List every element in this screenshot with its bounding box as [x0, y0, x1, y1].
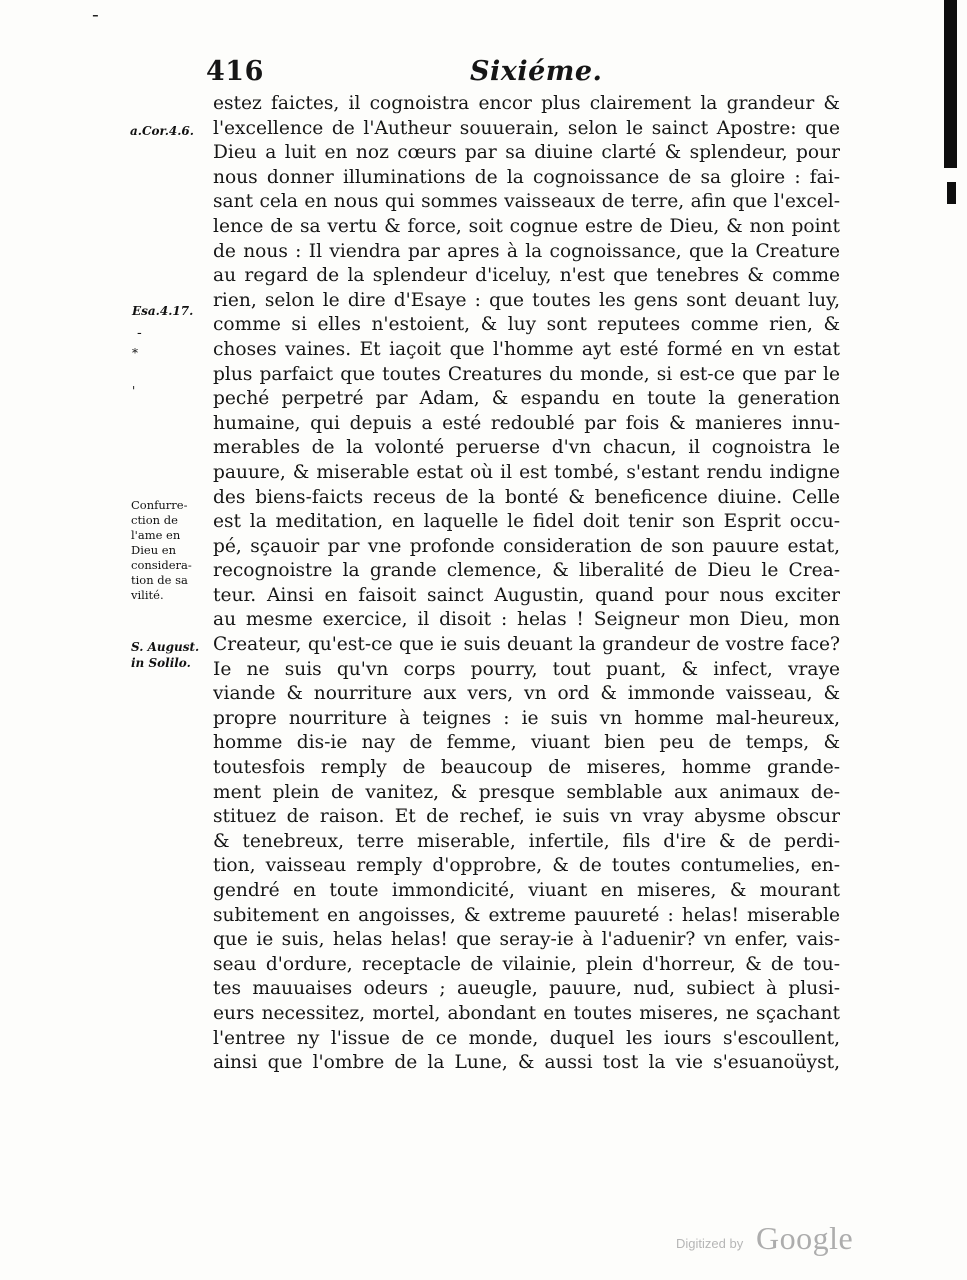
text-line: de nous : Il viendra par apres à la cognoissance, que la Creature	[213, 240, 840, 262]
text-line: au mesme exercice, il disoit : helas ! Seigneur mon Dieu, mon	[213, 609, 840, 631]
page-header	[198, 56, 848, 96]
text-line: seau d'ordure, receptacle de vilainie, plein d'horreur, & de tou-	[213, 953, 840, 975]
digitized-by-google-watermark	[676, 1220, 876, 1260]
page-number: 416	[206, 56, 264, 87]
stray-mark: -	[92, 2, 99, 26]
text-line: comme si elles n'estoient, & luy sont reputees comme rien, &	[213, 314, 840, 336]
margin-reference: Esa.4.17.	[132, 304, 194, 318]
text-line: est la meditation, en laquelle le fidel doit tenir son Esprit occu-	[213, 511, 840, 533]
stray-mark: -	[137, 325, 142, 341]
text-line: merables de la volonté peruerse d'vn chacun, il cognoistra le	[213, 437, 840, 459]
stray-mark: '	[132, 384, 136, 398]
text-line: au regard de la splendeur d'iceluy, n'est que tenebres & comme	[213, 265, 840, 287]
text-line: & tenebreux, terre miserable, infertile, fils d'ire & de perdi-	[213, 830, 840, 852]
text-line: toutesfois remply de beaucoup de miseres, homme grande-	[213, 757, 840, 779]
scan-edge-bar	[947, 182, 956, 204]
running-head: Sixiéme.	[470, 56, 603, 87]
body-text	[213, 92, 840, 1076]
text-line: des biens-faicts receus de la bonté & beneficence diuine. Celle	[213, 486, 840, 508]
text-line: ainsi que l'ombre de la Lune, & aussi tost la vie s'esuanoüyst,	[213, 1052, 840, 1074]
text-line: propre nourriture à teignes : ie suis vn homme mal-heureux,	[213, 707, 840, 729]
text-line: estez faictes, il cognoistra encor plus clairement la grandeur &	[213, 93, 840, 114]
text-line: sant cela en nous qui sommes vaisseaux de terre, afin que l'excel-	[213, 191, 840, 213]
margin-reference: a.Cor.4.6.	[130, 124, 194, 138]
text-line: recognoistre la grande clemence, & liberalité de Dieu le Crea-	[213, 560, 840, 582]
text-line: viande & nourriture aux vers, vn ord & immonde vaisseau, &	[213, 683, 840, 705]
text-line: stituez de raison. Et de rechef, ie suis vn vray abysme obscur	[213, 806, 840, 828]
text-line: Dieu a luit en noz cœurs par sa diuine clarté & splendeur, pour	[213, 142, 840, 164]
text-line: teur. Ainsi en faisoit sainct Augustin, quand pour nous exciter	[213, 584, 840, 606]
scan-edge-bar	[944, 0, 957, 168]
text-line: choses vaines. Et iaçoit que l'homme ayt esté formé en vn estat	[213, 338, 840, 360]
text-line: l'entree ny l'issue de ce monde, duquel les iours s'escoullent,	[213, 1027, 840, 1049]
text-line: gendré en toute immondicité, viuant en miseres, & mourant	[213, 880, 840, 901]
text-line: peché perpetré par Adam, & espandu en toute la generation	[213, 388, 840, 410]
text-line: ment plein de vanitez, & presque semblable aux animaux de-	[213, 781, 840, 803]
text-line: Ie ne suis qu'vn corps pourry, tout puant, & infect, vraye	[213, 658, 840, 680]
text-line: pé, sçauoir par vne profonde consideration de son pauure estat,	[213, 535, 840, 557]
text-line: rien, selon le dire d'Esaye : que toutes les gens sont deuant luy,	[213, 289, 840, 311]
text-line: nous donner illuminations de la cognoissance de sa gloire : fai-	[213, 166, 840, 188]
text-line: pauure, & miserable estat où il est tombé, s'estant rendu indigne	[213, 461, 840, 483]
text-line: tes mauuaises odeurs ; aueugle, pauure, nud, subiect à plusi-	[213, 978, 840, 1000]
text-line: tion, vaisseau remply d'opprobre, & de toutes contumelies, en-	[213, 855, 840, 877]
book-page: - 416 Sixiéme. a.Cor.4.6. Esa.4.17. - * ' Confurre- ction de l'ame en Dieu en considera- tion de sa vilité. S. August. in Solilo. estez faictes, il cognoistra encor plus clairement la grandeur & l'excellence de l'Autheur souuerain, selon le sainct Apostre: que Dieu a luit en noz cœurs par sa diuine clarté & splendeur, pour nous donner illuminations de la cognoissance de sa gloire : fai- sant cela en nous qui sommes vaisseaux de terre, afin que l'excel- lence de sa vertu & force, soit cognue estre de Dieu, & non point de nous : Il viendra par apres à la cognoissance, que la Creature au regard de la splendeur d'iceluy, n'est que tenebres & comme rien, selon le dire d'Esaye : que toutes les gens sont deuant luy, comme si elles n'estoient, & luy sont reputees comme rien, & choses vaines. Et iaçoit que l'homme ayt esté formé en vn estat plus parfaict que toutes Creatures du monde, si est-ce que par le peché perpetré par Adam, & espandu en toute la generation humaine, qui depuis a esté redoublé par fois & manieres innu- merables de la volonté peruerse d'vn chacun, il cognoistra le pauure, & miserable estat où il est tombé, s'estant rendu indigne des biens-faicts receus de la bonté & beneficence diuine. Celle est la meditation, en laquelle le fidel doit tenir son Esprit occu- pé, sçauoir par vne profonde consideration de son pauure estat, recognoistre la grande clemence, & liberalité de Dieu le Crea- teur. Ainsi en faisoit sainct Augustin, quand pour nous exciter au mesme exercice, il disoit : helas ! Seigneur mon Dieu, mon Createur, qu'est-ce que ie suis deuant la grandeur de vostre face? Ie ne suis qu'vn corps pourry, tout puant, & infect, vraye viande & nourriture aux vers, vn ord & immonde vaisseau, & propre nourriture à teignes : ie suis vn homme mal-heureux, homme dis-ie nay de femme, viuant bien peu de temps, & toutesfois remply de beaucoup de miseres, homme grande- ment plein de vanitez, & presque semblable aux animaux de- stituez de raison. Et de rechef, ie suis vn vray abysme obscur & tenebreux, terre miserable, infertile, fils d'ire & de perdi- tion, vaisseau remply d'opprobre, & de toutes contumelies, en- gendré en toute immondicité, viuant en miseres, & mourant subitement en angoisses, & extreme pauureté : helas! miserable que ie suis, helas helas! que seray-ie à l'aduenir? vn enfer, vais- seau d'ordure, receptacle de vilainie, plein d'horreur, & de tou- tes mauuaises odeurs ; aueugle, pauure, nud, subiect à plusi- eurs necessitez, mortel, abondant en toutes miseres, ne sçachant l'entree ny l'issue de ce monde, duquel les iours s'escoullent, ainsi que l'ombre de la Lune, & aussi tost la vie s'esuanoüyst, Digitized by Google	[0, 0, 967, 1280]
text-line: Createur, qu'est-ce que ie suis deuant la grandeur de vostre face?	[213, 634, 840, 656]
stray-mark: *	[132, 346, 138, 360]
text-line: eurs necessitez, mortel, abondant en toutes miseres, ne sçachant	[213, 1002, 840, 1024]
digitized-label: Digitized by	[676, 1236, 744, 1251]
text-line: que ie suis, helas helas! que seray-ie à l'aduenir? vn enfer, vais-	[213, 929, 840, 951]
text-line: l'excellence de l'Autheur souuerain, selon le sainct Apostre: que	[213, 117, 840, 139]
text-line: humaine, qui depuis a esté redoublé par fois & manieres innu-	[213, 412, 840, 434]
text-line: homme dis-ie nay de femme, viuant bien peu de temps, &	[213, 732, 840, 754]
text-line: plus parfaict que toutes Creatures du monde, si est-ce que par le	[213, 363, 840, 385]
text-line: subitement en angoisses, & extreme pauureté : helas! miserable	[213, 904, 840, 926]
google-logo: Google	[756, 1220, 854, 1256]
text-line: lence de sa vertu & force, soit cognue estre de Dieu, & non point	[213, 215, 840, 237]
